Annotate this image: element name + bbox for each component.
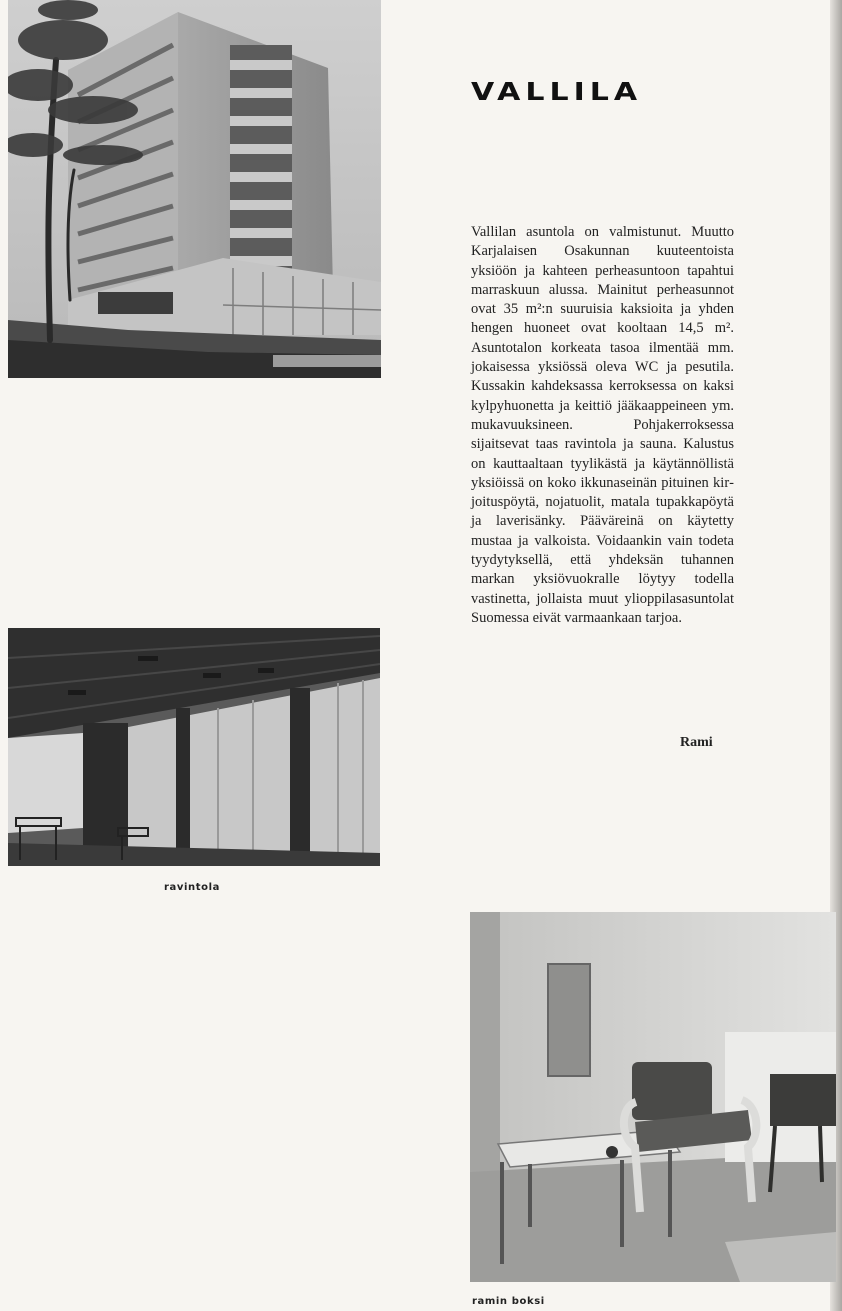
- restaurant-caption: ravintola: [164, 882, 220, 893]
- building-photo: [8, 0, 381, 378]
- article-title: VALLILA: [471, 78, 643, 107]
- article-author: Rami: [680, 735, 713, 750]
- room-photo: [470, 912, 836, 1282]
- article-body: Vallilan asuntola on valmistunut. Muutto Karjalaisen Osakunnan kuuteentoista yksiöön ja kahteen perheasuntoon tapahtui marraskuun alussa. Mainitut perheasunnot ovat 35 m²:n suuruisia kaksioita ja yhden hengen huoneet ovat kooltaan 14,5 m². Asuntotalon korkeata tasoa ilmentää mm. jokaisessa yksiössä oleva WC ja pesutila. Kussakin kahdeksassa kerroksessa on kaksi kylpyhuonetta ja keittiö jääkaappeineen ym. mukavuuksineen. Pohjakerroksessa sijaitsevat taas ravintola ja sauna. Kalustus on kauttaaltaan tyylikästä ja käytännöllistä yksiöissä on koko ikkunaseinän pituinen kirjoituspöytä, nojatuolit, matala tupakkapöytä ja laverisänky. Pääväreinä on käytetty mustaa ja valkoista. Voidaankin vain todeta tyydytyksellä, että yhdeksän tuhannen markan yksiövuokralle löytyy todella vastinetta, jollaista muut ylioppilasasuntolat Suomessa eivät varmaankaan tarjoa.: [471, 224, 734, 626]
- room-caption: ramin boksi: [472, 1296, 545, 1307]
- restaurant-photo: [8, 628, 380, 866]
